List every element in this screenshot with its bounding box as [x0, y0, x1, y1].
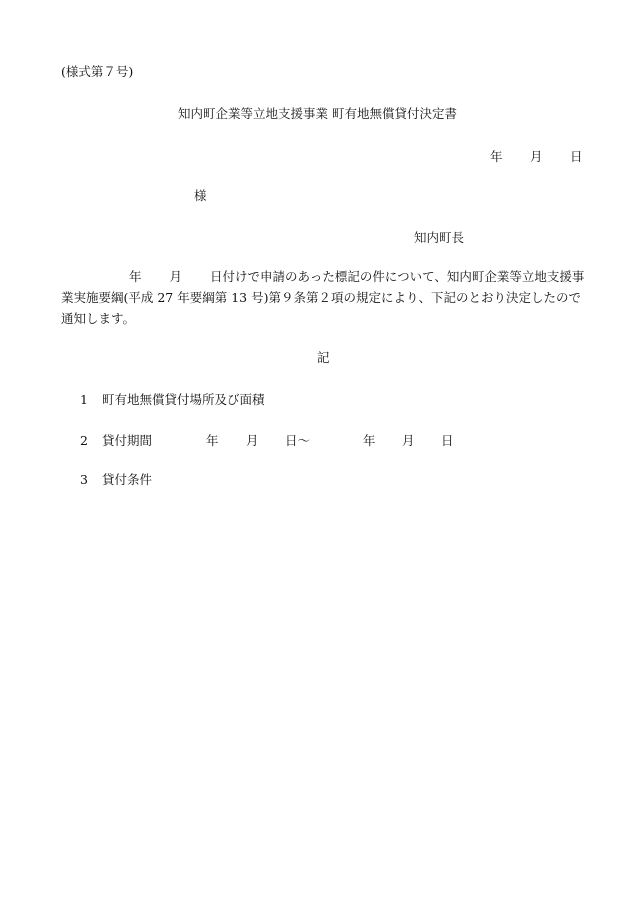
- body-text: 日付けで申請のあった標記の件について、知内町企業等立地支援事業実施要綱(平成 27 年要綱第 13 号)第９条第２項の規定により、下記のとおり決定したので通知します。: [61, 269, 585, 326]
- ki-heading: 記: [317, 350, 330, 365]
- item-label-1: 町有地無償貸付場所及び面積: [102, 392, 265, 407]
- issue-date-month: 月: [530, 149, 543, 164]
- body-paragraph: [61, 266, 586, 329]
- body-year: 年: [129, 269, 142, 284]
- item-number-2: 2: [80, 433, 88, 448]
- period-end-month: 月: [402, 433, 415, 448]
- issue-date-year: 年: [490, 149, 503, 164]
- issuer-name: 知内町長: [414, 230, 465, 245]
- period-end-day: 日: [441, 433, 454, 448]
- item-label-2: 貸付期間: [102, 433, 153, 448]
- item-label-3: 貸付条件: [102, 472, 153, 487]
- document-title: 知内町企業等立地支援事業 町有地無償貸付決定書: [178, 106, 457, 121]
- body-month: 月: [169, 269, 183, 284]
- item-number-1: 1: [80, 392, 88, 407]
- form-number: (様式第７号): [61, 64, 134, 79]
- period-start-year: 年: [206, 433, 219, 448]
- period-start-day: 日～: [285, 433, 311, 448]
- period-end-year: 年: [363, 433, 376, 448]
- period-start-month: 月: [246, 433, 259, 448]
- issue-date-day: 日: [570, 149, 583, 164]
- addressee-suffix: 様: [194, 188, 207, 203]
- item-number-3: 3: [80, 472, 88, 487]
